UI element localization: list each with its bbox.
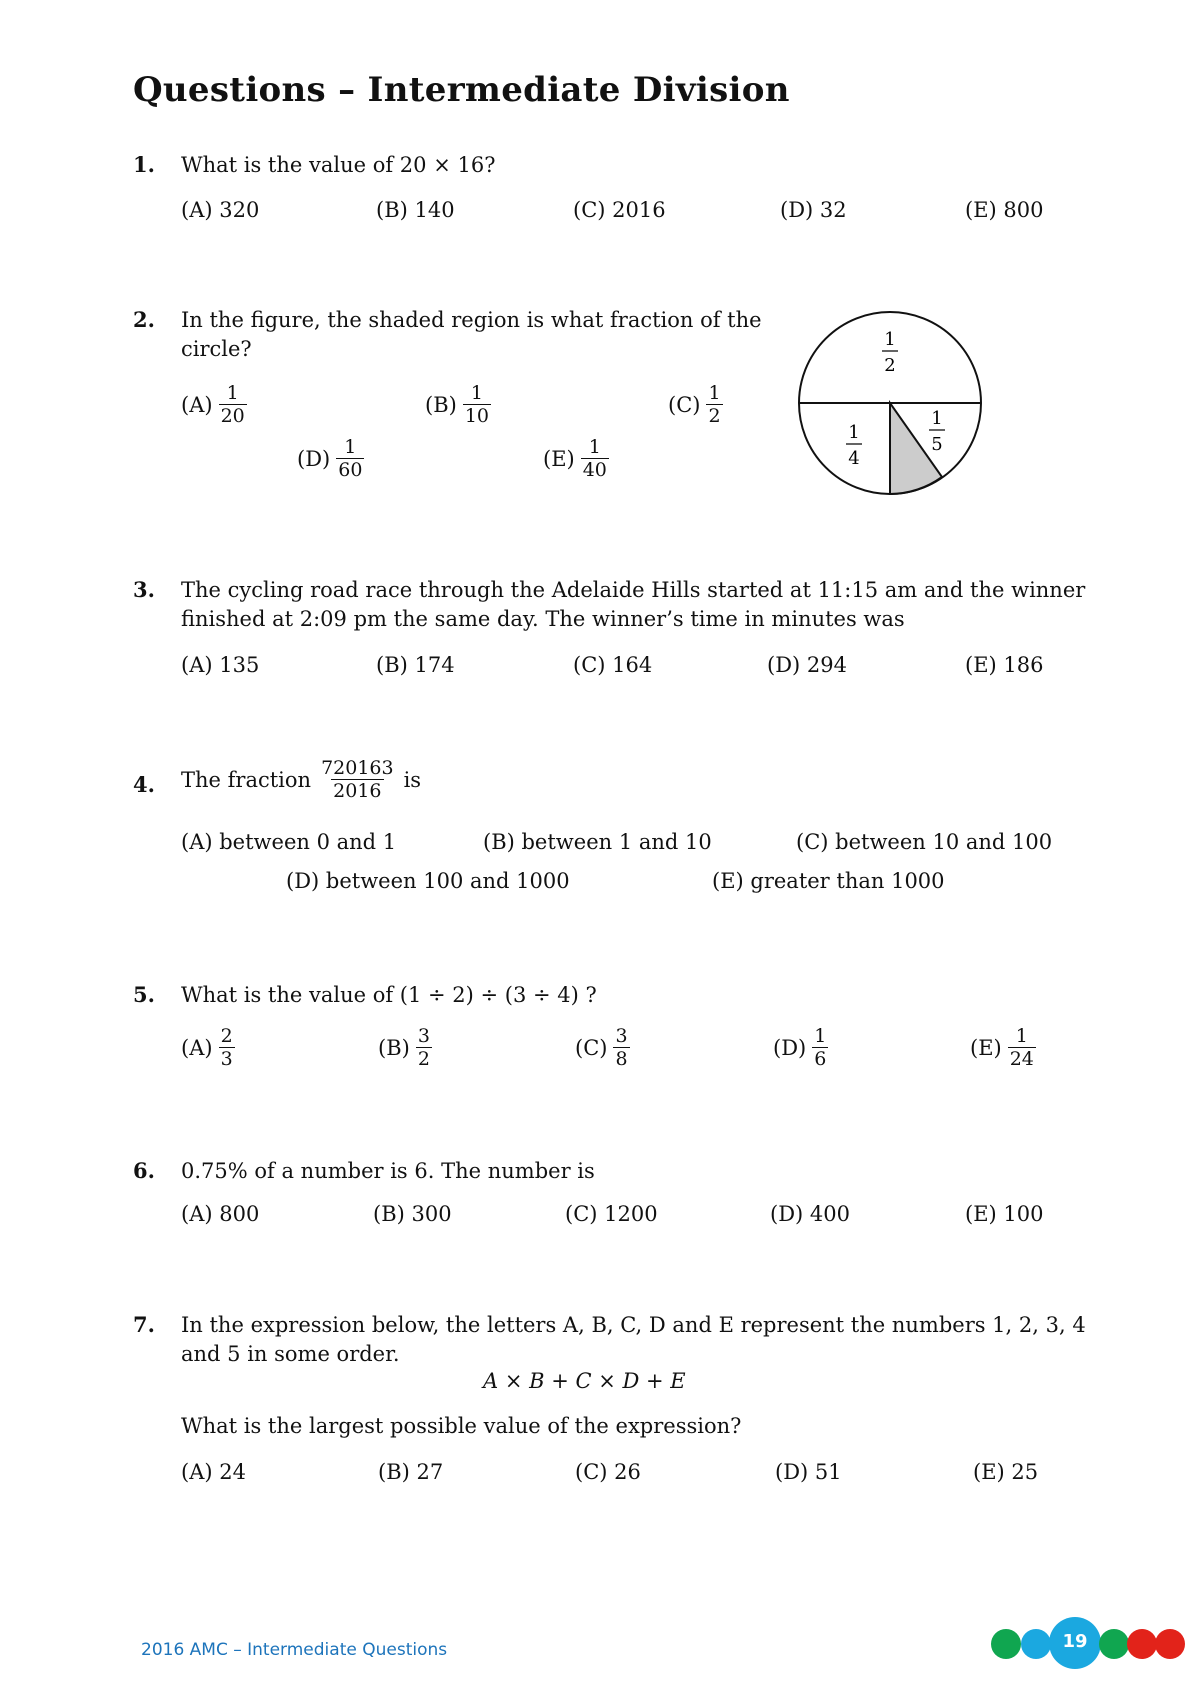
question-text: In the expression below, the letters A, B, C, D and E represent the numbers 1, 2, 3, 4 <box>181 1313 1086 1337</box>
label-quarter <box>846 422 862 469</box>
option-e: (E) 186 <box>965 653 1044 677</box>
label-fifth <box>929 408 945 455</box>
question-number: 3. <box>133 577 155 602</box>
option-b: (B) 300 <box>373 1202 452 1226</box>
question-text: The fraction $\frac{720163}{2016}$ is <box>181 757 422 802</box>
option-b: (B) $\frac{3}{2}$ <box>378 1025 430 1070</box>
option-e: (E) 25 <box>973 1460 1039 1484</box>
option-e: (E) 800 <box>965 198 1044 222</box>
option-e: (E) $\frac{1}{24}$ <box>970 1025 1034 1070</box>
question-text-line2: circle? <box>181 337 252 361</box>
question-text-line2: and 5 in some order. <box>181 1342 400 1366</box>
page-title: Questions – Intermediate Division <box>133 70 790 110</box>
option-c: (C) between 10 and 100 <box>796 830 1053 854</box>
option-e: (E) 100 <box>965 1202 1044 1226</box>
svg-text:4: 4 <box>848 448 860 469</box>
question-text: 0.75% of a number is 6. The number is <box>181 1159 595 1183</box>
option-a: (A) $\frac{1}{20}$ <box>181 382 245 427</box>
option-d: (D) 294 <box>767 653 847 677</box>
option-e: (E) $\frac{1}{40}$ <box>543 436 607 481</box>
option-c: (C) 2016 <box>573 198 666 222</box>
option-c: (C) 26 <box>575 1460 641 1484</box>
question-number: 4. <box>133 772 155 797</box>
option-b: (B) 27 <box>378 1460 444 1484</box>
question-number: 1. <box>133 152 155 177</box>
option-c: (C) $\frac{1}{2}$ <box>668 382 721 427</box>
expression: A × B + C × D + E <box>483 1369 686 1393</box>
circle-figure <box>790 305 990 505</box>
question-text: In the figure, the shaded region is what fraction of the <box>181 308 762 332</box>
page-number: 19 <box>1062 1631 1088 1652</box>
option-d: (D) between 100 and 1000 <box>286 869 570 893</box>
option-e: (E) greater than 1000 <box>712 869 945 893</box>
question-text: What is the value of (1 ÷ 2) ÷ (3 ÷ 4) ? <box>181 983 597 1007</box>
option-b: (B) 140 <box>376 198 455 222</box>
option-a: (A) 800 <box>181 1202 260 1226</box>
option-d: (D) 32 <box>780 198 847 222</box>
option-b: (B) between 1 and 10 <box>483 830 712 854</box>
option-a: (A) $\frac{2}{3}$ <box>181 1025 233 1070</box>
option-a: (A) between 0 and 1 <box>181 830 397 854</box>
label-half <box>882 329 898 376</box>
green-dot <box>1099 1629 1129 1659</box>
svg-text:2: 2 <box>884 355 896 376</box>
option-c: (C) $\frac{3}{8}$ <box>575 1025 628 1070</box>
red-dot <box>1127 1629 1157 1659</box>
option-c: (C) 1200 <box>565 1202 658 1226</box>
option-c: (C) 164 <box>573 653 653 677</box>
svg-text:1: 1 <box>884 329 896 350</box>
option-a: (A) 24 <box>181 1460 246 1484</box>
blue-dot <box>1021 1629 1051 1659</box>
question-text: What is the value of 20 × 16? <box>181 153 496 177</box>
question-text: The cycling road race through the Adelaide Hills started at 11:15 am and the winner <box>181 578 1086 602</box>
question-number: 6. <box>133 1158 155 1183</box>
question-text-line3: What is the largest possible value of the expression? <box>181 1414 742 1438</box>
option-d: (D) 400 <box>770 1202 850 1226</box>
option-b: (B) 174 <box>376 653 455 677</box>
question-number: 5. <box>133 982 155 1007</box>
option-d: (D) $\frac{1}{6}$ <box>773 1025 827 1070</box>
option-a: (A) 320 <box>181 198 260 222</box>
option-a: (A) 135 <box>181 653 260 677</box>
svg-text:1: 1 <box>931 408 943 429</box>
svg-text:5: 5 <box>931 434 943 455</box>
green-dot <box>991 1629 1021 1659</box>
footer-text: 2016 AMC – Intermediate Questions <box>141 1640 448 1660</box>
question-text-line2: finished at 2:09 pm the same day. The winner’s time in minutes was <box>181 607 905 631</box>
question-number: 7. <box>133 1312 155 1337</box>
svg-text:1: 1 <box>848 422 860 443</box>
question-number: 2. <box>133 307 155 332</box>
option-d: (D) 51 <box>775 1460 842 1484</box>
red-dot <box>1155 1629 1185 1659</box>
option-b: (B) $\frac{1}{10}$ <box>425 382 490 427</box>
option-d: (D) $\frac{1}{60}$ <box>297 436 363 481</box>
